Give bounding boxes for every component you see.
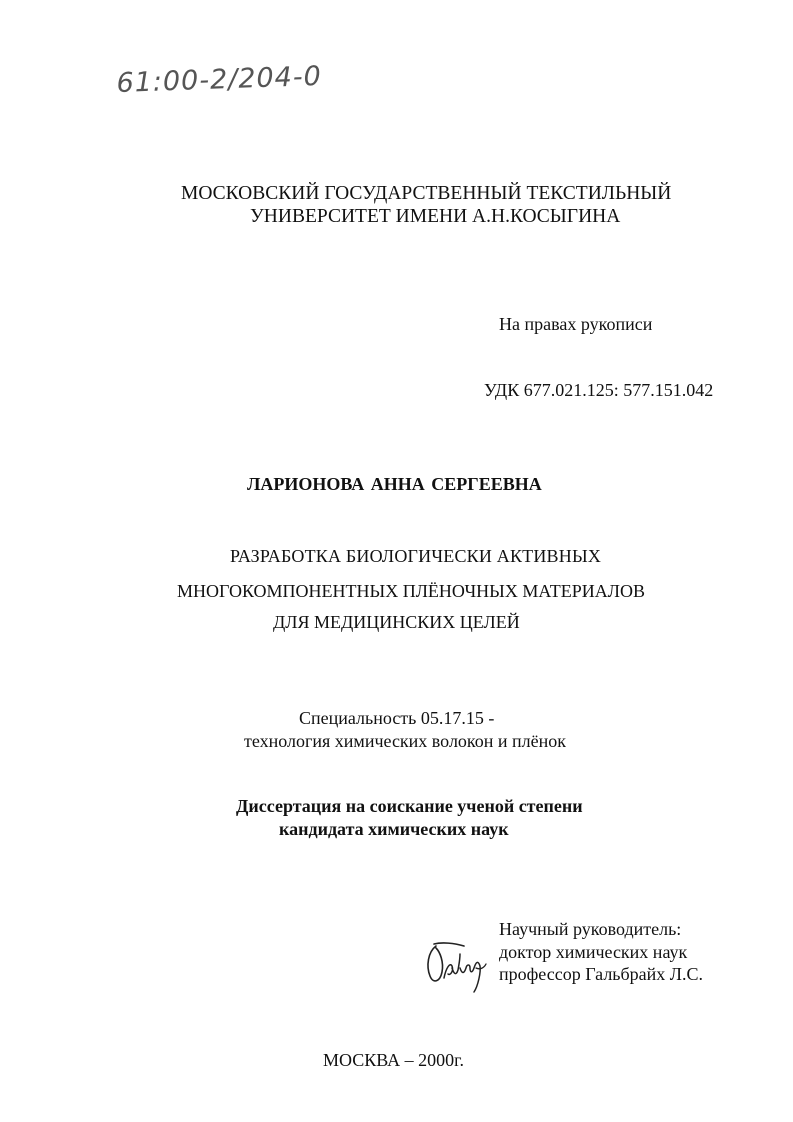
degree-line-1: Диссертация на соискание ученой степени — [236, 796, 583, 816]
handwritten-archive-mark: 61:00-2/204-0 — [116, 60, 323, 99]
university-line-2: УНИВЕРСИТЕТ ИМЕНИ А.Н.КОСЫГИНА — [250, 206, 621, 227]
udc-code: УДК 677.021.125: 577.151.042 — [484, 380, 714, 400]
supervisor-signature — [418, 938, 498, 994]
title-line-1: РАЗРАБОТКА БИОЛОГИЧЕСКИ АКТИВНЫХ — [230, 546, 602, 566]
place-and-year: МОСКВА – 2000г. — [323, 1050, 464, 1070]
author-name: ЛАРИОНОВА АННА СЕРГЕЕВНА — [247, 474, 542, 494]
title-line-2: МНОГОКОМПОНЕНТНЫХ ПЛЁНОЧНЫХ МАТЕРИАЛОВ — [177, 581, 645, 601]
title-line-3: ДЛЯ МЕДИЦИНСКИХ ЦЕЛЕЙ — [273, 612, 520, 632]
supervisor-name: профессор Гальбрайх Л.С. — [499, 964, 704, 984]
specialty-name: технология химических волокон и плёнок — [244, 731, 567, 751]
specialty-code: Специальность 05.17.15 - — [299, 708, 495, 728]
rights-note: На правах рукописи — [499, 314, 653, 334]
supervisor-title: Научный руководитель: — [499, 919, 682, 939]
degree-line-2: кандидата химических наук — [279, 819, 509, 839]
supervisor-degree: доктор химических наук — [499, 942, 688, 962]
university-line-1: МОСКОВСКИЙ ГОСУДАРСТВЕННЫЙ ТЕКСТИЛЬНЫЙ — [181, 183, 672, 204]
